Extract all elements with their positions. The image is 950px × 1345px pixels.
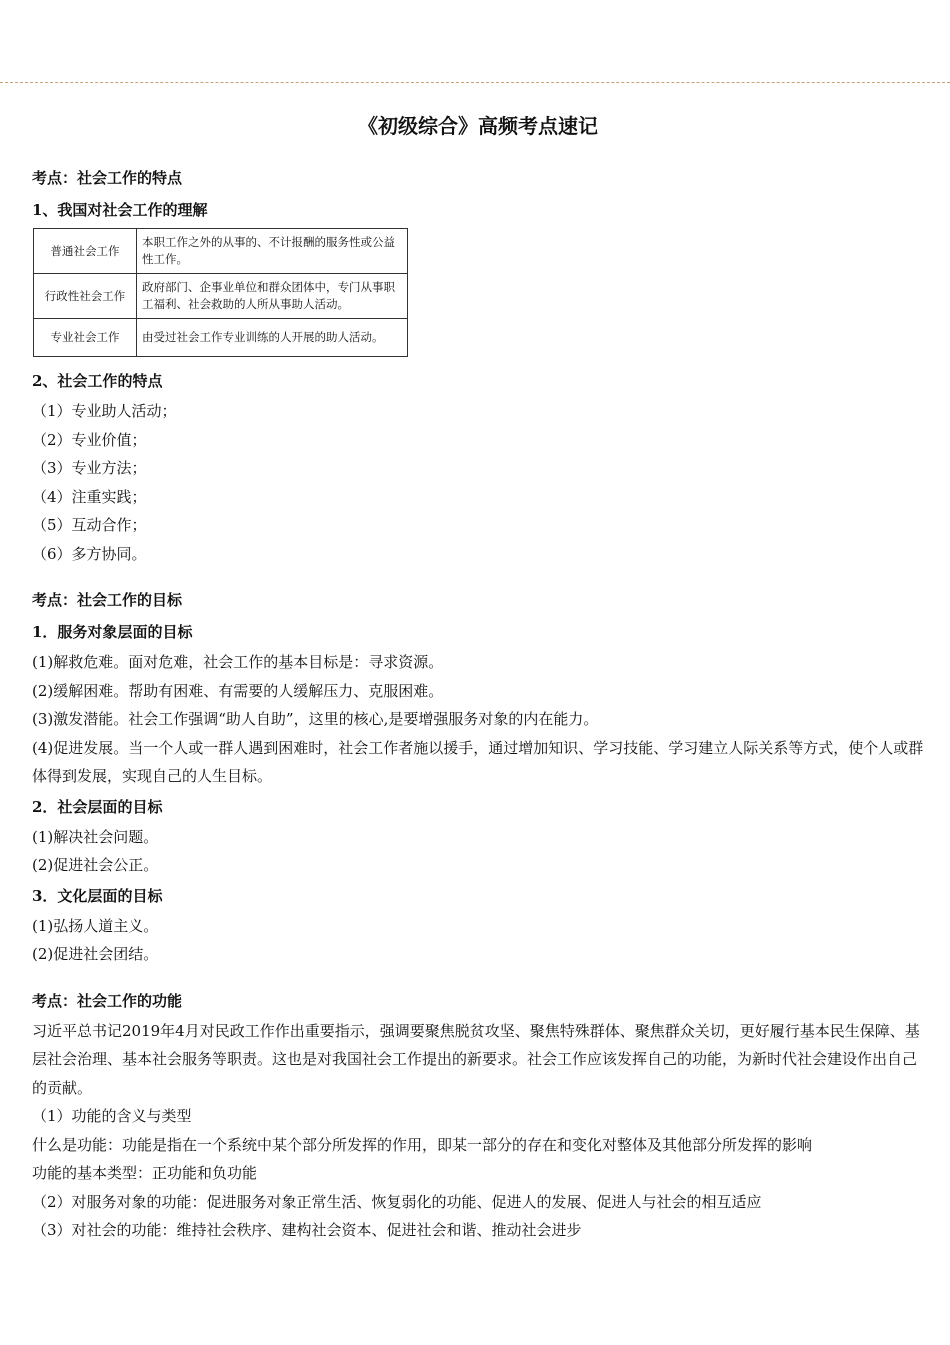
- subheading-understanding: 1、我国对社会工作的理解: [32, 201, 208, 219]
- list-item: (2)促进社会公正。: [32, 856, 159, 874]
- table-row: [34, 229, 408, 274]
- subheading-cultural-goals: 3．文化层面的目标: [32, 886, 163, 905]
- list-item: （1）功能的含义与类型: [32, 1107, 192, 1125]
- subheading-social-goals: 2．社会层面的目标: [32, 797, 163, 816]
- list-item: （3）对社会的功能：维持社会秩序、建构社会资本、促进社会和谐、推动社会进步: [32, 1221, 582, 1239]
- list-item: （3）专业方法；: [32, 459, 147, 477]
- list-item: (1)解救危难。面对危难，社会工作的基本目标是：寻求资源。: [32, 653, 444, 671]
- list-item: （1）专业助人活动；: [32, 402, 177, 420]
- table-term: 行政性社会工作: [34, 274, 137, 319]
- list-item: (1)弘扬人道主义。: [32, 916, 159, 935]
- list-item: (4)促进发展。当一个人或一群人遇到困难时，社会工作者施以援手，通过增加知识、学习技能、学习建立人际关系等方式，使个人或群体得到发展，实现自己的人生目标。: [32, 738, 924, 785]
- table-definition: 由受过社会工作专业训练的人开展的助人活动。: [137, 319, 408, 357]
- intro-paragraph: 习近平总书记2019年4月对民政工作作出重要指示，强调要聚焦脱贫攻坚、聚焦特殊群体、聚焦群众关切，更好履行基本民生保障、基层社会治理、基本社会服务等职责。这也是对我国社会工作提出的新要求。社会工作应该发挥自己的功能，为新时代社会建设作出自己的贡献。: [32, 1021, 920, 1097]
- header-divider: [0, 82, 950, 83]
- list-item: （4）注重实践；: [32, 487, 147, 506]
- list-item: （5）互动合作；: [32, 516, 147, 534]
- table-definition: 本职工作之外的从事的、不计报酬的服务性或公益性工作。: [137, 229, 408, 274]
- table-term: 专业社会工作: [34, 319, 137, 357]
- list-item: (3)激发潜能。社会工作强调“助人自助”，这里的核心,是要增强服务对象的内在能力。: [32, 710, 599, 728]
- section-heading-functions: 考点：社会工作的功能: [32, 991, 183, 1010]
- list-item: (1)解决社会问题。: [32, 827, 159, 846]
- table-row: [34, 274, 408, 319]
- page-title: 《初级综合》高频考点速记: [358, 114, 598, 138]
- table-definition: 政府部门、企事业单位和群众团体中，专门从事职工福利、社会救助的人所从事助人活动。: [137, 274, 408, 319]
- table-term: 普通社会工作: [34, 229, 137, 274]
- section-heading-goals: 考点：社会工作的目标: [32, 591, 183, 609]
- list-item: 什么是功能：功能是指在一个系统中某个部分所发挥的作用，即某一部分的存在和变化对整体及其他部分所发挥的影响: [32, 1135, 813, 1154]
- list-item: (2)促进社会团结。: [32, 945, 159, 963]
- definition-table: [33, 228, 408, 357]
- list-item: （2）专业价值；: [32, 430, 147, 449]
- document-page: [32, 108, 924, 1245]
- list-item: （2）对服务对象的功能：促进服务对象正常生活、恢复弱化的功能、促进人的发展、促进人与社会的相互适应: [32, 1192, 762, 1211]
- list-item: (2)缓解困难。帮助有困难、有需要的人缓解压力、克服困难。: [32, 681, 444, 700]
- subheading-client-goals: 1．服务对象层面的目标: [32, 623, 193, 641]
- subheading-characteristics: 2、社会工作的特点: [32, 372, 163, 390]
- list-item: 功能的基本类型：正功能和负功能: [32, 1164, 258, 1182]
- table-row: [34, 319, 408, 357]
- list-item: （6）多方协同。: [32, 544, 147, 563]
- section-heading-features: 考点：社会工作的特点: [32, 169, 183, 187]
